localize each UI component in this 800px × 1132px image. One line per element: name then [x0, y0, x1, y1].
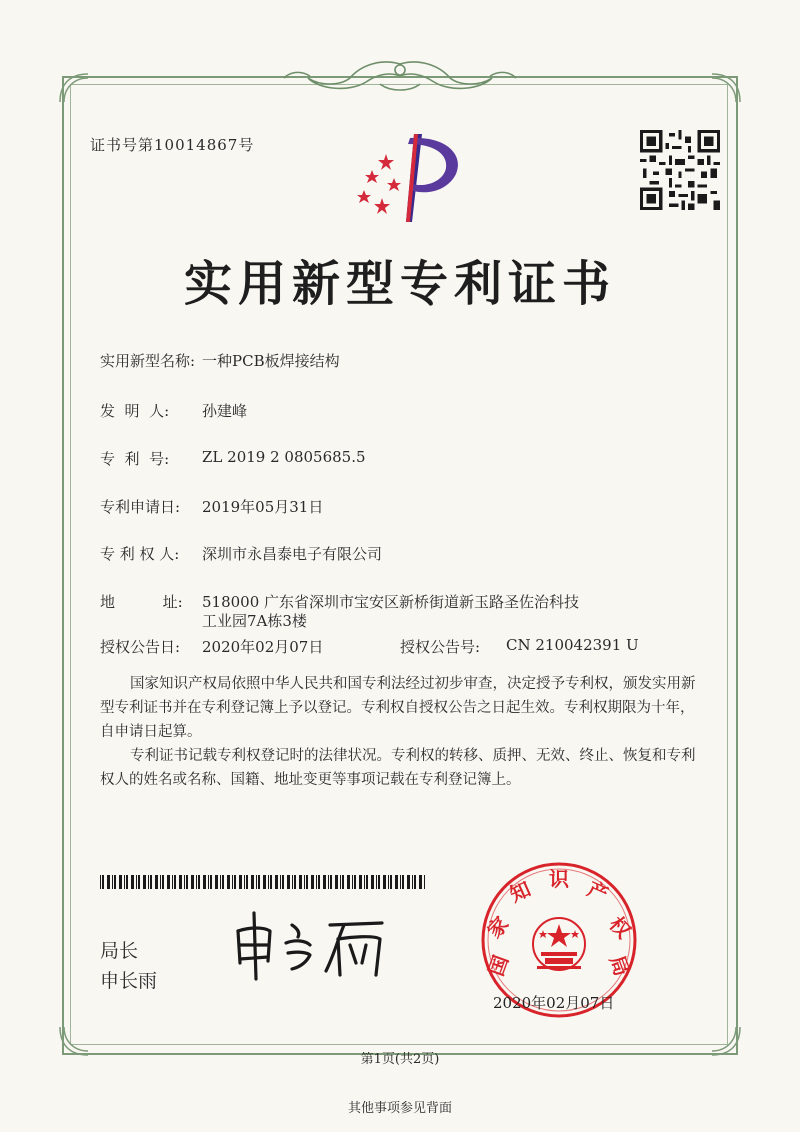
field-grant-date — [100, 636, 324, 657]
field-patent-number — [100, 448, 366, 469]
commissioner-name: 申长雨 — [100, 970, 158, 992]
label-patent-number: 专 利 号: — [100, 450, 170, 468]
value-address-line2: 工业园7A栋3楼 — [202, 612, 307, 630]
svg-text:权: 权 — [604, 911, 636, 943]
svg-text:知: 知 — [506, 876, 535, 907]
field-utility-model-name — [100, 350, 340, 371]
svg-text:识: 识 — [549, 867, 569, 891]
label-address: 地 址: — [100, 593, 183, 611]
value-inventor: 孙建峰 — [202, 402, 248, 420]
top-ornament — [280, 56, 520, 96]
commissioner-signature — [226, 905, 396, 985]
value-patentee: 深圳市永昌泰电子有限公司 — [202, 545, 383, 563]
barcode — [100, 875, 428, 889]
field-address — [100, 591, 580, 612]
field-grant-number — [400, 636, 639, 657]
patent-office-emblem — [348, 126, 466, 224]
commissioner-title: 局长 — [100, 940, 139, 962]
label-grant-number: 授权公告号: — [400, 638, 481, 656]
certificate-title: 实用新型专利证书 — [183, 256, 616, 312]
label-grant-date: 授权公告日: — [100, 638, 181, 656]
label-utility-model-name: 实用新型名称: — [100, 352, 196, 370]
value-patent-number: ZL 2019 2 0805685.5 — [202, 448, 366, 466]
field-patentee — [100, 543, 383, 564]
value-filing-date: 2019年05月31日 — [202, 498, 324, 516]
corner-ornament-tl — [58, 72, 92, 106]
value-utility-model-name: 一种PCB板焊接结构 — [202, 352, 340, 370]
corner-ornament-tr — [708, 72, 742, 106]
label-inventor: 发 明 人: — [100, 402, 170, 420]
qr-code — [640, 130, 720, 210]
value-address-line1: 518000 广东省深圳市宝安区新桥街道新玉路圣佐治科技 — [202, 593, 580, 611]
seal-date: 2020年02月07日 — [493, 994, 615, 1012]
body-paragraph-1: 国家知识产权局依照中华人民共和国专利法经过初步审查，决定授予专利权，颁发实用新型专利证书并在专利登记簿上予以登记。专利权自授权公告之日起生效。专利权期限为十年，自申请日起算。 — [100, 676, 696, 740]
value-grant-date: 2020年02月07日 — [202, 638, 324, 656]
svg-text:家: 家 — [482, 911, 514, 943]
see-back-note: 其他事项参见背面 — [347, 1101, 452, 1116]
field-filing-date — [100, 496, 324, 517]
label-patentee: 专 利 权 人: — [100, 545, 180, 563]
certificate-number: 证书号第10014867号 — [90, 136, 255, 154]
value-grant-number: CN 210042391 U — [506, 636, 639, 654]
field-inventor — [100, 400, 248, 421]
body-paragraph-2: 专利证书记载专利权登记时的法律状况。专利权的转移、质押、无效、终止、恢复和专利权人的姓名或名称、国籍、地址变更等事项记载在专利登记簿上。 — [100, 748, 696, 788]
svg-text:局: 局 — [604, 952, 635, 980]
label-filing-date: 专利申请日: — [100, 498, 181, 516]
page-number: 第1页(共2页) — [360, 1052, 440, 1067]
svg-text:国: 国 — [483, 952, 514, 980]
svg-text:产: 产 — [583, 876, 612, 907]
